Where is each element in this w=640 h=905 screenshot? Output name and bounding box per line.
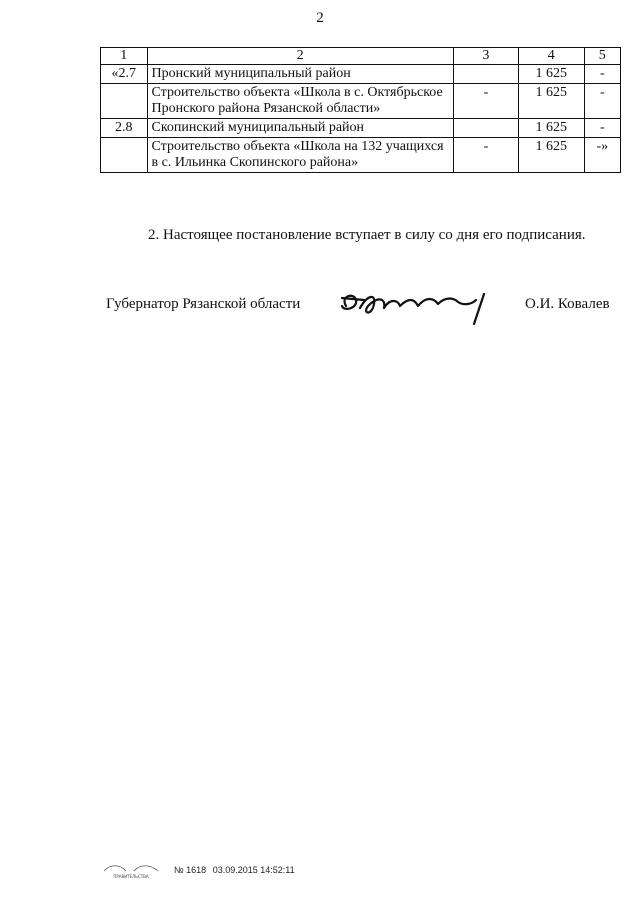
- row-col4-cell: 1 625: [518, 84, 584, 119]
- row-number-cell: «2.7: [101, 65, 148, 84]
- registration-footer: [100, 862, 360, 882]
- row-name-cell: Строительство объекта «Школа на 132 учащихся в с. Ильинка Скопинского района»: [147, 138, 453, 173]
- row-number-cell: [101, 138, 148, 173]
- header-cell: 5: [584, 48, 620, 65]
- signer-title: Губернатор Рязанской области: [106, 296, 301, 312]
- row-name-cell: Пронский муниципальный район: [147, 65, 453, 84]
- table-row: [101, 119, 621, 138]
- header-cell: 1: [101, 48, 148, 65]
- table-row: [101, 84, 621, 119]
- row-number-cell: 2.8: [101, 119, 148, 138]
- row-name-cell: Строительство объекта «Школа в с. Октябрьское Пронского района Рязанской области»: [147, 84, 453, 119]
- table-header-row: [101, 48, 621, 65]
- table-row: [101, 138, 621, 173]
- row-name-cell: Скопинский муниципальный район: [147, 119, 453, 138]
- table-row: [101, 65, 621, 84]
- stamp-text: ПРАВИТЕЛЬСТВА: [113, 874, 149, 879]
- row-col3-cell: [453, 65, 518, 84]
- row-col3-cell: -: [453, 138, 518, 173]
- registration-info: [174, 865, 299, 875]
- header-cell: 4: [518, 48, 584, 65]
- signature-block: [100, 286, 625, 326]
- row-col5-cell: -: [584, 119, 620, 138]
- registration-datetime: 03.09.2015 14:52:11: [212, 865, 295, 875]
- government-stamp-logo: [100, 862, 162, 880]
- data-table: [100, 47, 621, 173]
- row-col4-cell: 1 625: [518, 138, 584, 173]
- header-cell: 2: [147, 48, 453, 65]
- registration-number: № 1618: [174, 865, 207, 875]
- row-col3-cell: [453, 119, 518, 138]
- row-col5-cell: -: [584, 84, 620, 119]
- handwritten-signature: [334, 286, 504, 326]
- page-number: 2: [316, 10, 324, 26]
- row-col3-cell: -: [453, 84, 518, 119]
- row-number-cell: [101, 84, 148, 119]
- row-col5-cell: -: [584, 65, 620, 84]
- row-col5-cell: -»: [584, 138, 620, 173]
- row-col4-cell: 1 625: [518, 119, 584, 138]
- header-cell: 3: [453, 48, 518, 65]
- effective-date-paragraph: 2. Настоящее постановление вступает в силу со дня его подписания.: [148, 227, 586, 243]
- row-col4-cell: 1 625: [518, 65, 584, 84]
- signer-name: О.И. Ковалев: [525, 296, 610, 312]
